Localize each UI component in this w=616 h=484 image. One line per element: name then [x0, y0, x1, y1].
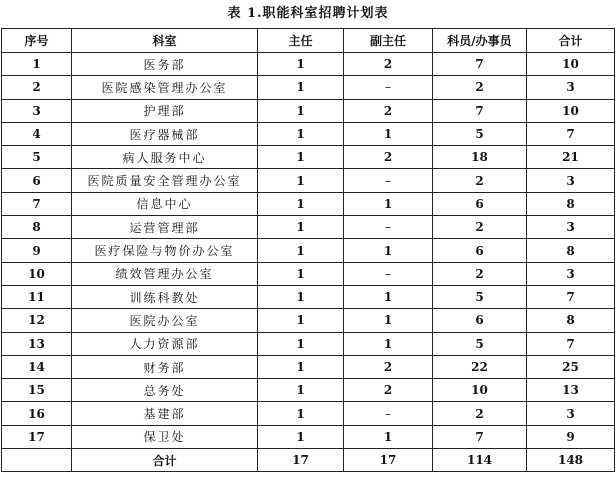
row-index: 15: [2, 379, 72, 402]
table-row: [2, 169, 615, 192]
row-director: 1: [258, 122, 344, 145]
row-index: 4: [2, 122, 72, 145]
header-index: 序号: [2, 29, 72, 53]
table-title: 表 1.职能科室招聘计划表: [227, 6, 389, 21]
row-deputy-director: 2: [344, 99, 433, 122]
table-row: [2, 122, 615, 145]
row-department: 训练科教处: [72, 285, 258, 308]
row-director: 1: [258, 192, 344, 215]
row-deputy-director: 1: [344, 122, 433, 145]
row-director: 1: [258, 285, 344, 308]
row-deputy-director: –: [344, 216, 433, 239]
recruitment-plan-table: [1, 28, 615, 472]
row-total: 25: [527, 355, 615, 378]
row-director: 1: [258, 146, 344, 169]
header-deputy-director: 副主任: [344, 29, 433, 53]
table-row: [2, 379, 615, 402]
header-row: [2, 29, 615, 53]
row-staff: 7: [433, 425, 527, 448]
row-director: 1: [258, 99, 344, 122]
header-staff: 科员/办事员: [433, 29, 527, 53]
row-index: 6: [2, 169, 72, 192]
row-total: 7: [527, 285, 615, 308]
row-total: 7: [527, 122, 615, 145]
row-director: 1: [258, 216, 344, 239]
row-deputy-director: 1: [344, 192, 433, 215]
row-index: 2: [2, 76, 72, 99]
row-department: 医疗保险与物价办公室: [72, 239, 258, 262]
row-deputy-director: 1: [344, 309, 433, 332]
row-staff: 6: [433, 309, 527, 332]
row-deputy-director: 2: [344, 355, 433, 378]
row-director: 1: [258, 425, 344, 448]
row-total: 8: [527, 309, 615, 332]
row-deputy-director: 2: [344, 53, 433, 76]
row-deputy-director: 1: [344, 285, 433, 308]
row-index: 9: [2, 239, 72, 262]
table-row: [2, 192, 615, 215]
row-staff: 7: [433, 99, 527, 122]
table-row: [2, 262, 615, 285]
row-total: 10: [527, 53, 615, 76]
row-director: 1: [258, 309, 344, 332]
row-index: 11: [2, 285, 72, 308]
row-staff: 6: [433, 192, 527, 215]
row-department: 病人服务中心: [72, 146, 258, 169]
table-row: [2, 99, 615, 122]
row-total: 3: [527, 169, 615, 192]
row-total: 13: [527, 379, 615, 402]
table-row: [2, 332, 615, 355]
row-staff: 7: [433, 53, 527, 76]
row-department: 绩效管理办公室: [72, 262, 258, 285]
row-director: 1: [258, 332, 344, 355]
table-row: [2, 285, 615, 308]
row-staff: 10: [433, 379, 527, 402]
row-deputy-director: 2: [344, 146, 433, 169]
row-director: 1: [258, 262, 344, 285]
row-index: 16: [2, 402, 72, 425]
row-total: 3: [527, 216, 615, 239]
row-department: 基建部: [72, 402, 258, 425]
row-total: 9: [527, 425, 615, 448]
header-total: 合计: [527, 29, 615, 53]
row-department: 运营管理部: [72, 216, 258, 239]
table-row: [2, 76, 615, 99]
row-department: 信息中心: [72, 192, 258, 215]
table-row: [2, 309, 615, 332]
row-deputy-director: –: [344, 402, 433, 425]
row-total: 10: [527, 99, 615, 122]
total-row: [2, 449, 615, 472]
row-staff: 2: [433, 169, 527, 192]
row-department: 护理部: [72, 99, 258, 122]
total-deputy-director: 17: [344, 449, 433, 472]
row-director: 1: [258, 239, 344, 262]
row-index: 12: [2, 309, 72, 332]
row-staff: 22: [433, 355, 527, 378]
row-department: 医院办公室: [72, 309, 258, 332]
row-department: 医院感染管理办公室: [72, 76, 258, 99]
row-total: 8: [527, 239, 615, 262]
row-staff: 2: [433, 402, 527, 425]
row-staff: 5: [433, 332, 527, 355]
row-department: 医务部: [72, 53, 258, 76]
row-index: 13: [2, 332, 72, 355]
total-sum: 148: [527, 449, 615, 472]
row-deputy-director: 1: [344, 239, 433, 262]
row-deputy-director: 2: [344, 379, 433, 402]
header-department: 科室: [72, 29, 258, 53]
row-staff: 6: [433, 239, 527, 262]
row-total: 8: [527, 192, 615, 215]
row-department: 总务处: [72, 379, 258, 402]
row-total: 3: [527, 262, 615, 285]
total-director: 17: [258, 449, 344, 472]
row-total: 7: [527, 332, 615, 355]
row-index: 1: [2, 53, 72, 76]
row-index: 5: [2, 146, 72, 169]
row-total: 3: [527, 76, 615, 99]
row-index: 17: [2, 425, 72, 448]
row-director: 1: [258, 355, 344, 378]
table-row: [2, 146, 615, 169]
total-staff: 114: [433, 449, 527, 472]
total-label: 合计: [72, 449, 258, 472]
row-index: 10: [2, 262, 72, 285]
row-deputy-director: 1: [344, 332, 433, 355]
row-index: 7: [2, 192, 72, 215]
row-deputy-director: 1: [344, 425, 433, 448]
row-index: 14: [2, 355, 72, 378]
table-row: [2, 355, 615, 378]
row-director: 1: [258, 402, 344, 425]
row-department: 财务部: [72, 355, 258, 378]
table-row: [2, 402, 615, 425]
row-staff: 5: [433, 285, 527, 308]
row-deputy-director: –: [344, 76, 433, 99]
header-director: 主任: [258, 29, 344, 53]
row-director: 1: [258, 76, 344, 99]
row-total: 21: [527, 146, 615, 169]
total-index-empty: [2, 449, 72, 472]
row-deputy-director: –: [344, 169, 433, 192]
row-index: 3: [2, 99, 72, 122]
row-director: 1: [258, 379, 344, 402]
row-staff: 2: [433, 262, 527, 285]
row-department: 人力资源部: [72, 332, 258, 355]
table-row: [2, 216, 615, 239]
row-deputy-director: –: [344, 262, 433, 285]
row-department: 保卫处: [72, 425, 258, 448]
row-staff: 5: [433, 122, 527, 145]
table-row: [2, 425, 615, 448]
row-director: 1: [258, 53, 344, 76]
row-index: 8: [2, 216, 72, 239]
row-staff: 18: [433, 146, 527, 169]
row-staff: 2: [433, 76, 527, 99]
table-row: [2, 239, 615, 262]
table-row: [2, 53, 615, 76]
row-department: 医院质量安全管理办公室: [72, 169, 258, 192]
row-total: 3: [527, 402, 615, 425]
row-director: 1: [258, 169, 344, 192]
row-department: 医疗器械部: [72, 122, 258, 145]
row-staff: 2: [433, 216, 527, 239]
